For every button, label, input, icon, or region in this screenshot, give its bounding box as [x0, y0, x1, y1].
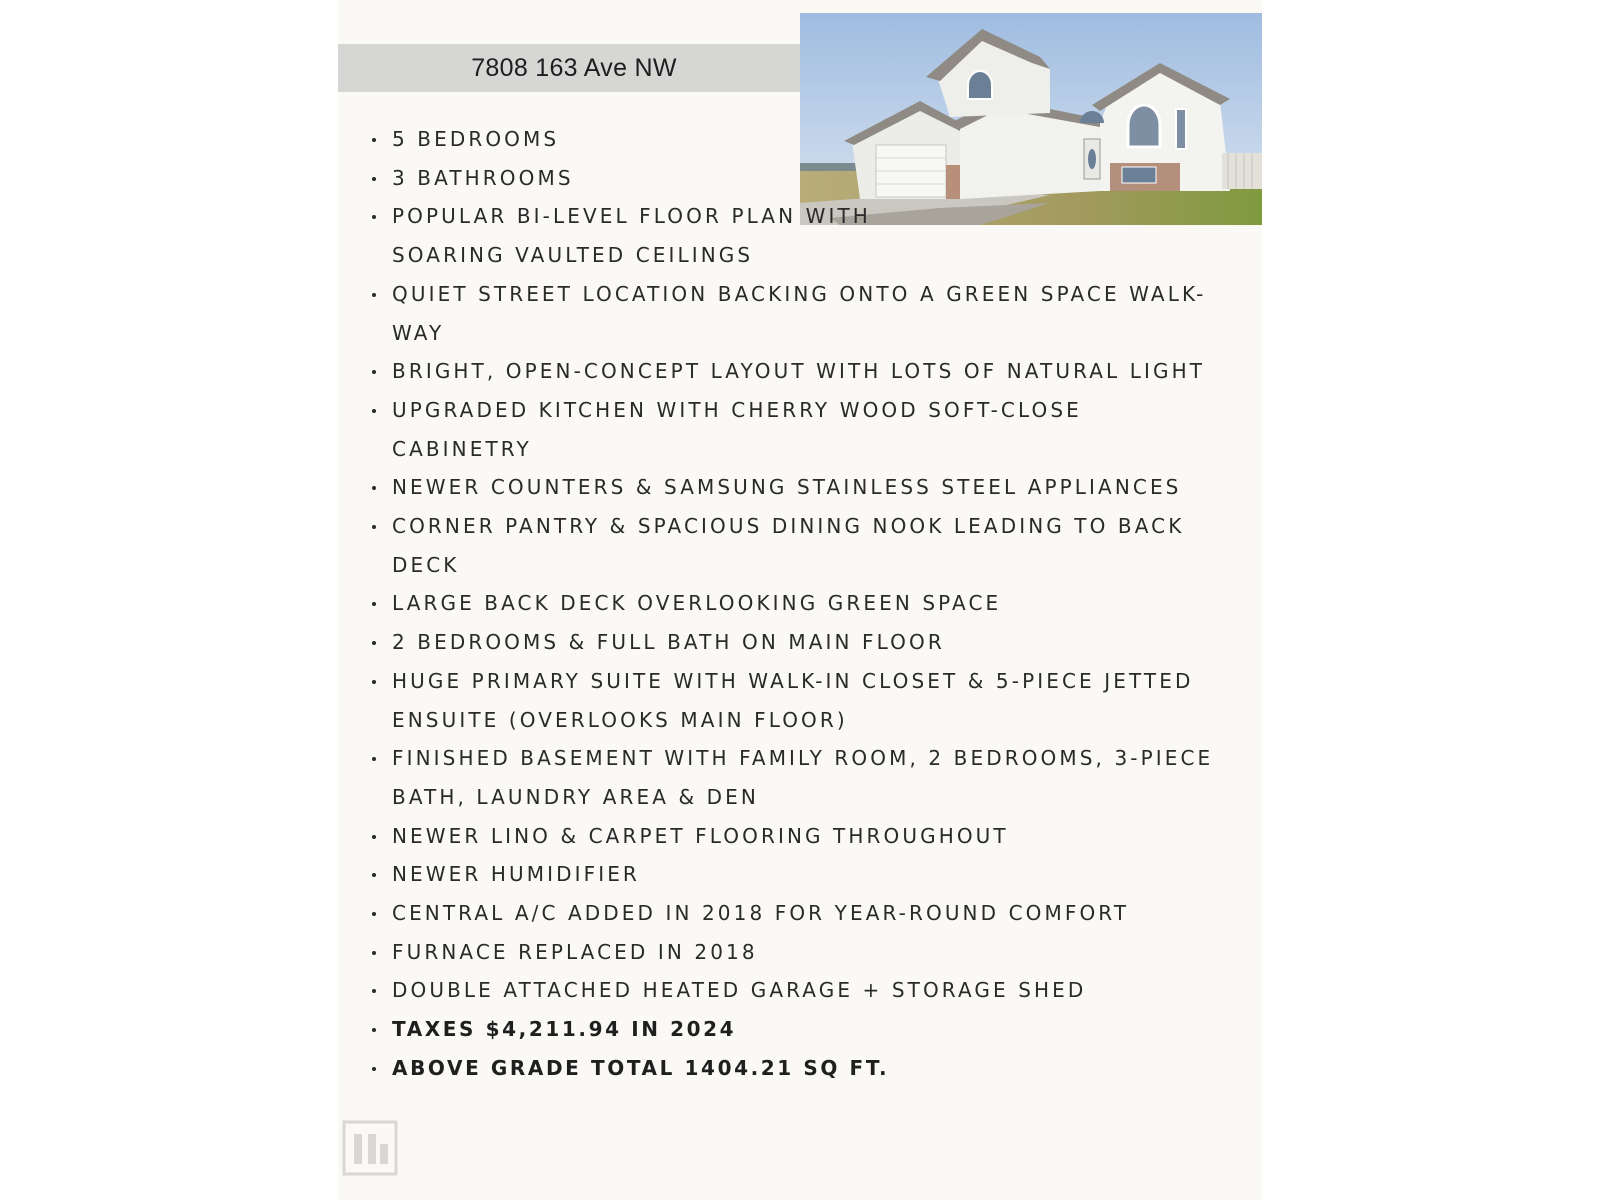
- feature-item: POPULAR BI-LEVEL FLOOR PLAN WITH SOARING VAULTED CEILINGS: [366, 197, 952, 274]
- feature-item: NEWER LINO & CARPET FLOORING THROUGHOUT: [366, 817, 1226, 856]
- listing-sheet: [338, 0, 1262, 1200]
- feature-item: HUGE PRIMARY SUITE WITH WALK-IN CLOSET & 5-PIECE JETTED ENSUITE (OVERLOOKS MAIN FLOOR): [366, 662, 1226, 739]
- feature-item: 3 BATHROOMS: [366, 159, 1226, 198]
- address-banner: [338, 44, 800, 92]
- feature-item: NEWER COUNTERS & SAMSUNG STAINLESS STEEL APPLIANCES: [366, 468, 1226, 507]
- feature-list: [366, 120, 1226, 1088]
- feature-item: CENTRAL A/C ADDED IN 2018 FOR YEAR-ROUND COMFORT: [366, 894, 1226, 933]
- feature-item: NEWER HUMIDIFIER: [366, 855, 1226, 894]
- feature-item: LARGE BACK DECK OVERLOOKING GREEN SPACE: [366, 584, 1226, 623]
- feature-item: 2 BEDROOMS & FULL BATH ON MAIN FLOOR: [366, 623, 1226, 662]
- mls-watermark-icon: [342, 1120, 398, 1176]
- feature-item: DOUBLE ATTACHED HEATED GARAGE + STORAGE SHED: [366, 971, 1226, 1010]
- feature-item-taxes: TAXES $4,211.94 IN 2024: [366, 1010, 1226, 1049]
- feature-item: FINISHED BASEMENT WITH FAMILY ROOM, 2 BEDROOMS, 3-PIECE BATH, LAUNDRY AREA & DEN: [366, 739, 1226, 816]
- feature-item: CORNER PANTRY & SPACIOUS DINING NOOK LEADING TO BACK DECK: [366, 507, 1226, 584]
- feature-item: QUIET STREET LOCATION BACKING ONTO A GREEN SPACE WALK-WAY: [366, 275, 1226, 352]
- feature-item: FURNACE REPLACED IN 2018: [366, 933, 1226, 972]
- feature-item: 5 BEDROOMS: [366, 120, 1226, 159]
- feature-item-area: ABOVE GRADE TOTAL 1404.21 SQ FT.: [366, 1049, 1226, 1088]
- feature-item: UPGRADED KITCHEN WITH CHERRY WOOD SOFT-CLOSE CABINETRY: [366, 391, 1226, 468]
- feature-item: BRIGHT, OPEN-CONCEPT LAYOUT WITH LOTS OF NATURAL LIGHT: [366, 352, 1226, 391]
- address-title: 7808 163 Ave NW: [471, 53, 677, 82]
